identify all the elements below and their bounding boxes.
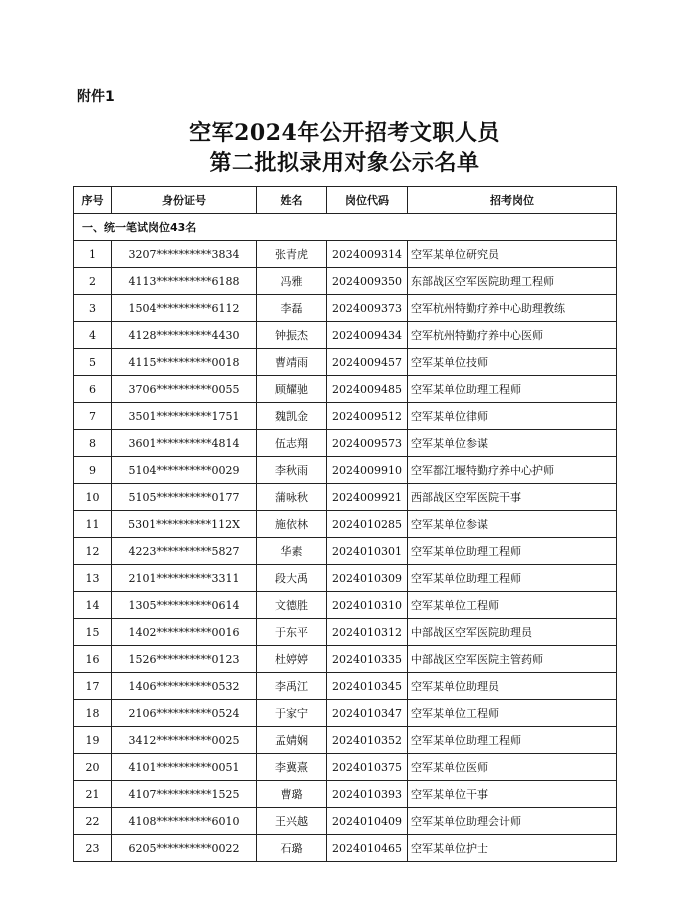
cell-post-code: 2024009910 [327,457,408,484]
cell-serial: 19 [74,727,112,754]
cell-post: 中部战区空军医院主管药师 [408,646,617,673]
cell-id-number: 5104**********0029 [112,457,257,484]
cell-serial: 3 [74,295,112,322]
cell-id-number: 4115**********0018 [112,349,257,376]
cell-post: 空军杭州特勤疗养中心助理教练 [408,295,617,322]
table-row [74,268,617,295]
cell-id-number: 1305**********0614 [112,592,257,619]
section-row [74,214,617,241]
table-header-row [74,187,617,214]
header-name: 姓名 [257,187,327,214]
cell-id-number: 4113**********6188 [112,268,257,295]
table-row [74,700,617,727]
table-row [74,403,617,430]
cell-id-number: 5105**********0177 [112,484,257,511]
table-row [74,565,617,592]
table-row [74,727,617,754]
cell-serial: 6 [74,376,112,403]
cell-id-number: 2106**********0524 [112,700,257,727]
document-title-line-2: 第二批拟录用对象公示名单 [209,150,480,176]
table-row [74,835,617,862]
cell-id-number: 1402**********0016 [112,619,257,646]
cell-post: 空军杭州特勤疗养中心医师 [408,322,617,349]
cell-post-code: 2024009373 [327,295,408,322]
cell-serial: 22 [74,808,112,835]
cell-post-code: 2024009485 [327,376,408,403]
cell-id-number: 2101**********3311 [112,565,257,592]
cell-serial: 16 [74,646,112,673]
cell-id-number: 4223**********5827 [112,538,257,565]
cell-post: 空军某单位技师 [408,349,617,376]
table-row [74,808,617,835]
cell-serial: 18 [74,700,112,727]
cell-name: 曹靖雨 [257,349,327,376]
table-row [74,322,617,349]
cell-id-number: 4108**********6010 [112,808,257,835]
cell-name: 段大禹 [257,565,327,592]
cell-name: 李秋雨 [257,457,327,484]
cell-serial: 13 [74,565,112,592]
cell-post-code: 2024010312 [327,619,408,646]
attachment-label: 附件1 [77,89,115,105]
cell-id-number: 4128**********4430 [112,322,257,349]
cell-post-code: 2024009921 [327,484,408,511]
cell-serial: 17 [74,673,112,700]
table-row [74,457,617,484]
cell-post-code: 2024010465 [327,835,408,862]
cell-name: 魏凯金 [257,403,327,430]
cell-post-code: 2024010393 [327,781,408,808]
cell-post-code: 2024009350 [327,268,408,295]
cell-post: 中部战区空军医院助理员 [408,619,617,646]
cell-name: 华素 [257,538,327,565]
cell-post-code: 2024010285 [327,511,408,538]
cell-id-number: 3706**********0055 [112,376,257,403]
cell-id-number: 3601**********4814 [112,430,257,457]
table-row [74,754,617,781]
cell-name: 于东平 [257,619,327,646]
cell-name: 伍志翔 [257,430,327,457]
cell-post: 空军某单位助理员 [408,673,617,700]
cell-serial: 2 [74,268,112,295]
cell-post: 西部战区空军医院干事 [408,484,617,511]
cell-post: 空军某单位研究员 [408,241,617,268]
table-row [74,511,617,538]
cell-name: 顾耀驰 [257,376,327,403]
cell-post: 空军某单位助理工程师 [408,727,617,754]
cell-post: 空军某单位护士 [408,835,617,862]
cell-name: 张青虎 [257,241,327,268]
cell-post: 空军某单位工程师 [408,700,617,727]
header-serial: 序号 [74,187,112,214]
cell-id-number: 4107**********1525 [112,781,257,808]
cell-serial: 20 [74,754,112,781]
cell-name: 李磊 [257,295,327,322]
cell-id-number: 4101**********0051 [112,754,257,781]
cell-post: 空军某单位助理工程师 [408,376,617,403]
cell-post: 空军都江堰特勤疗养中心护师 [408,457,617,484]
cell-post-code: 2024010310 [327,592,408,619]
cell-name: 钟振杰 [257,322,327,349]
cell-serial: 8 [74,430,112,457]
cell-name: 施依林 [257,511,327,538]
cell-serial: 1 [74,241,112,268]
cell-serial: 21 [74,781,112,808]
header-id-number: 身份证号 [112,187,257,214]
table-row [74,592,617,619]
cell-name: 王兴越 [257,808,327,835]
cell-id-number: 1406**********0532 [112,673,257,700]
cell-serial: 4 [74,322,112,349]
cell-post-code: 2024009314 [327,241,408,268]
table-row [74,349,617,376]
cell-name: 于家宁 [257,700,327,727]
cell-serial: 10 [74,484,112,511]
table-row [74,484,617,511]
cell-serial: 11 [74,511,112,538]
table-row [74,646,617,673]
cell-post-code: 2024009434 [327,322,408,349]
cell-post: 空军某单位工程师 [408,592,617,619]
cell-post-code: 2024010375 [327,754,408,781]
cell-name: 杜婷婷 [257,646,327,673]
cell-post: 空军某单位律师 [408,403,617,430]
table-row [74,781,617,808]
cell-id-number: 3501**********1751 [112,403,257,430]
header-post: 招考岗位 [408,187,617,214]
cell-post: 空军某单位参谋 [408,511,617,538]
cell-serial: 15 [74,619,112,646]
table-row [74,241,617,268]
cell-post-code: 2024010301 [327,538,408,565]
table-row [74,430,617,457]
cell-post-code: 2024010345 [327,673,408,700]
cell-name: 孟婧娴 [257,727,327,754]
cell-name: 曹璐 [257,781,327,808]
cell-serial: 12 [74,538,112,565]
cell-name: 李禹江 [257,673,327,700]
cell-id-number: 5301**********112X [112,511,257,538]
cell-id-number: 1526**********0123 [112,646,257,673]
cell-post: 空军某单位助理会计师 [408,808,617,835]
cell-post: 空军某单位医师 [408,754,617,781]
cell-name: 冯雅 [257,268,327,295]
header-post-code: 岗位代码 [327,187,408,214]
cell-post-code: 2024010352 [327,727,408,754]
cell-post-code: 2024010409 [327,808,408,835]
cell-id-number: 3207**********3834 [112,241,257,268]
table-row [74,538,617,565]
cell-post-code: 2024009573 [327,430,408,457]
section-label: 一、统一笔试岗位43名 [74,214,617,241]
cell-serial: 5 [74,349,112,376]
cell-post-code: 2024010347 [327,700,408,727]
cell-post: 空军某单位助理工程师 [408,565,617,592]
cell-post-code: 2024009512 [327,403,408,430]
cell-post: 东部战区空军医院助理工程师 [408,268,617,295]
cell-name: 李冀熹 [257,754,327,781]
document-title-line-1: 空军2024年公开招考文职人员 [189,120,500,146]
cell-post-code: 2024010309 [327,565,408,592]
cell-id-number: 6205**********0022 [112,835,257,862]
table-row [74,673,617,700]
cell-serial: 23 [74,835,112,862]
table-row [74,376,617,403]
cell-serial: 9 [74,457,112,484]
table-row [74,295,617,322]
cell-serial: 7 [74,403,112,430]
cell-id-number: 1504**********6112 [112,295,257,322]
table-row [74,619,617,646]
cell-post-code: 2024009457 [327,349,408,376]
cell-post: 空军某单位干事 [408,781,617,808]
cell-post-code: 2024010335 [327,646,408,673]
cell-post: 空军某单位助理工程师 [408,538,617,565]
candidate-table [73,186,617,862]
cell-name: 蒲咏秋 [257,484,327,511]
cell-name: 石璐 [257,835,327,862]
cell-id-number: 3412**********0025 [112,727,257,754]
cell-name: 文德胜 [257,592,327,619]
cell-serial: 14 [74,592,112,619]
cell-post: 空军某单位参谋 [408,430,617,457]
